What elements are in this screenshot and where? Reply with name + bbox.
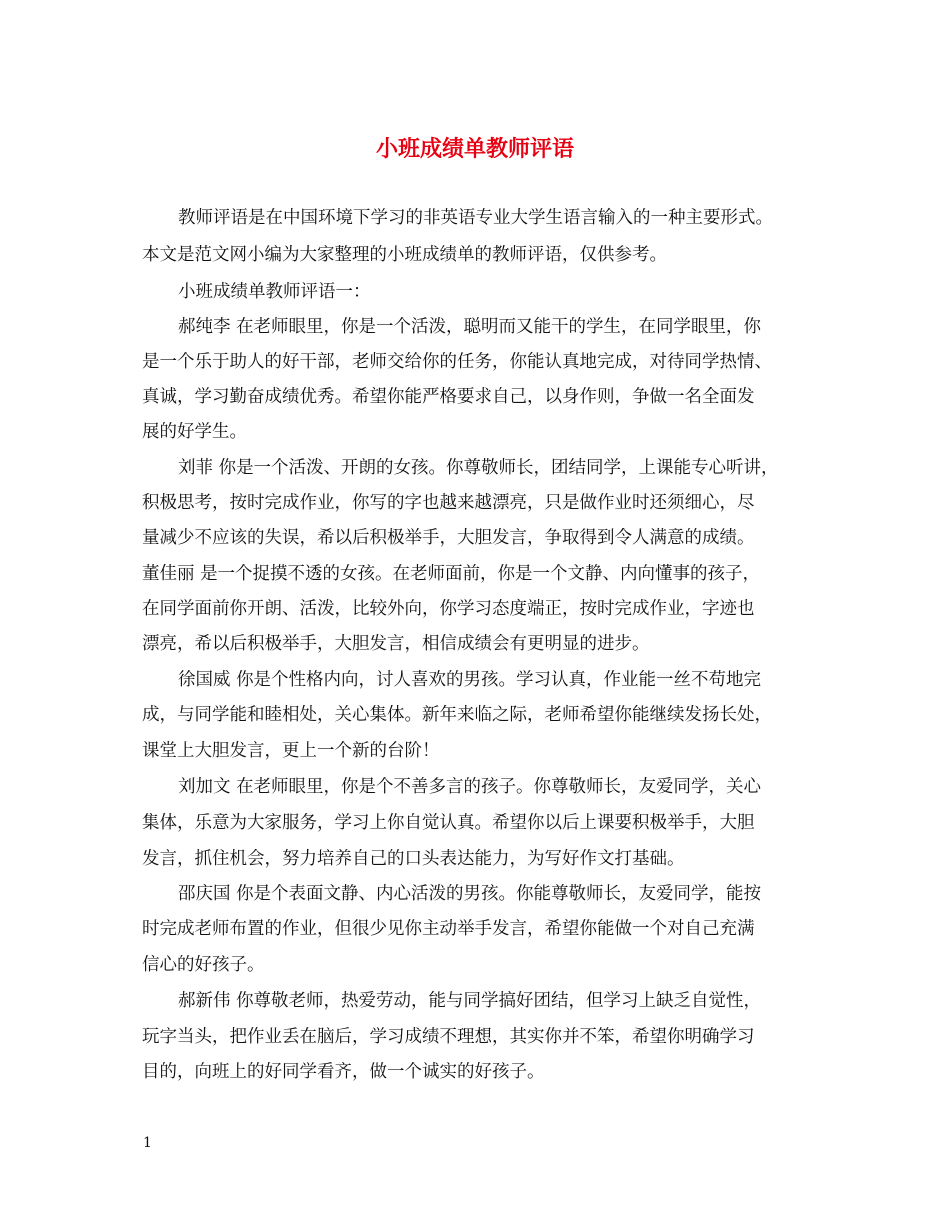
page-number: 1 xyxy=(143,1135,152,1151)
text-line: 量减少不应该的失误，希以后积极举手，大胆发言，争取得到令人满意的成绩。 xyxy=(142,528,755,548)
text-line: 是一个乐于助人的好干部，老师交给你的任务，你能认真地完成，对待同学热情、 xyxy=(142,352,772,372)
text-line: 董佳丽 是一个捉摸不透的女孩。在老师面前，你是一个文静、内向懂事的孩子， xyxy=(142,564,761,584)
text-line: 郝新伟 你尊敬老师，热爱劳动，能与同学搞好团结，但学习上缺乏自觉性， xyxy=(178,991,762,1011)
text-line: 教师评语是在中国环境下学习的非英语专业大学生语言输入的一种主要形式。 xyxy=(178,208,773,228)
text-line: 积极思考，按时完成作业，你写的字也越来越漂亮，只是做作业时还须细心，尽 xyxy=(142,493,755,513)
text-line: 郝纯李 在老师眼里，你是一个活泼，聪明而又能干的学生，在同学眼里，你 xyxy=(178,317,762,337)
text-line: 真诚，学习勤奋成绩优秀。希望你能严格要求自己，以身作则，争做一名全面发 xyxy=(142,387,755,407)
text-line: 时完成老师布置的作业，但很少见你主动举手发言，希望你能做一个对自己充满 xyxy=(142,919,755,939)
text-line: 目的，向班上的好同学看齐，做一个诚实的好孩子。 xyxy=(142,1062,545,1082)
text-line: 成，与同学能和睦相处，关心集体。新年来临之际，老师希望你能继续发扬长处， xyxy=(142,705,772,725)
text-line: 展的好学生。 xyxy=(142,422,247,442)
text-line: 发言，抓住机会，努力培养自己的口头表达能力，为写好作文打基础。 xyxy=(142,849,685,869)
text-line: 邵庆国 你是个表面文静、内心活泼的男孩。你能尊敬师长，友爱同学，能按 xyxy=(178,884,762,904)
text-line: 玩字当头，把作业丢在脑后，学习成绩不理想，其实你并不笨，希望你明确学习 xyxy=(142,1027,755,1047)
text-line: 漂亮，希以后积极举手，大胆发言，相信成绩会有更明显的进步。 xyxy=(142,634,650,654)
text-line: 在同学面前你开朗、活泼，比较外向，你学习态度端正，按时完成作业，字迹也 xyxy=(142,599,755,619)
text-line: 刘菲 你是一个活泼、开朗的女孩。你尊敬师长，团结同学，上课能专心听讲， xyxy=(178,458,779,478)
text-line: 课堂上大胆发言，更上一个新的台阶！ xyxy=(142,741,440,761)
text-line: 信心的好孩子。 xyxy=(142,955,265,975)
text-line: 小班成绩单教师评语一： xyxy=(178,282,371,302)
text-line: 集体，乐意为大家服务，学习上你自觉认真。希望你以后上课要积极举手，大胆 xyxy=(142,813,755,833)
document-title: 小班成绩单教师评语 xyxy=(375,136,574,162)
text-line: 徐国威 你是个性格内向，讨人喜欢的男孩。学习认真，作业能一丝不苟地完 xyxy=(178,670,762,690)
text-line: 刘加文 在老师眼里，你是个不善多言的孩子。你尊敬师长，友爱同学，关心 xyxy=(178,777,762,797)
text-line: 本文是范文网小编为大家整理的小班成绩单的教师评语，仅供参考。 xyxy=(142,245,667,265)
